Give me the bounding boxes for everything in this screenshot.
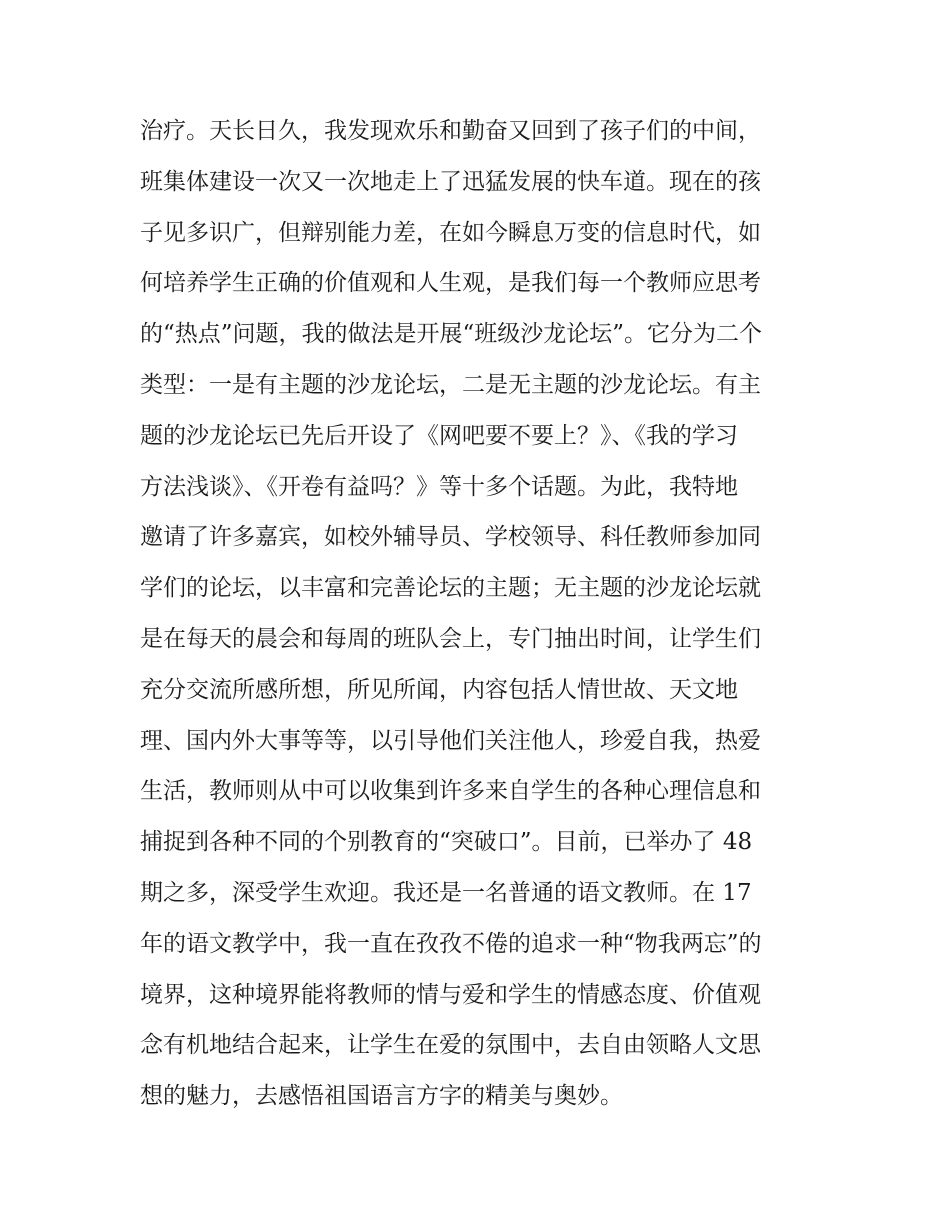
text-line: 捕捉到各种不同的个别教育的“突破口”。目前，已举办了 48 — [140, 829, 753, 856]
text-line: 理、国内外大事等等，以引导他们关注他人，珍爱自我，热爱 — [140, 727, 761, 754]
text-line: 年的语文教学中，我一直在孜孜不倦的追求一种“物我两忘”的 — [140, 930, 762, 957]
body-paragraph — [140, 106, 820, 1122]
text-line: 类型：一是有主题的沙龙论坛，二是无主题的沙龙论坛。有主 — [140, 371, 761, 398]
text-line: 子见多识广，但辩别能力差，在如今瞬息万变的信息时代，如 — [140, 219, 761, 246]
text-line: 治疗。天长日久，我发现欢乐和勤奋又回到了孩子们的中间， — [140, 118, 761, 144]
text-line: 境界，这种境界能将教师的情与爱和学生的情感态度、价值观 — [140, 981, 761, 1008]
text-line: 方法浅谈》、《开卷有益吗？》等十多个话题。为此，我特地 — [140, 473, 738, 500]
text-line: 念有机地结合起来，让学生在爱的氛围中，去自由领略人文思 — [140, 1032, 761, 1059]
text-line: 的“热点”问题，我的做法是开展“班级沙龙论坛”。它分为二个 — [140, 321, 763, 348]
text-line: 充分交流所感所想，所见所闻，内容包括人情世故、天文地 — [140, 676, 738, 703]
text-line: 班集体建设一次又一次地走上了迅猛发展的快车道。现在的孩 — [140, 168, 761, 195]
text-line: 题的沙龙论坛已先后开设了《网吧要不要上？》、《我的学习 — [140, 422, 738, 449]
text-line: 想的魅力，去感悟祖国语言方字的精美与奥妙。 — [140, 1083, 623, 1110]
text-line: 邀请了许多嘉宾，如校外辅导员、学校领导、科任教师参加同 — [140, 524, 761, 551]
text-line: 学们的论坛，以丰富和完善论坛的主题；无主题的沙龙论坛就 — [140, 575, 761, 602]
text-line: 是在每天的晨会和每周的班队会上，专门抽出时间，让学生们 — [140, 625, 761, 652]
text-line: 何培养学生正确的价值观和人生观，是我们每一个教师应思考 — [140, 270, 761, 297]
text-line: 期之多，深受学生欢迎。我还是一名普通的语文教师。在 17 — [140, 879, 752, 906]
text-line: 生活，教师则从中可以收集到许多来自学生的各种心理信息和 — [140, 778, 761, 805]
